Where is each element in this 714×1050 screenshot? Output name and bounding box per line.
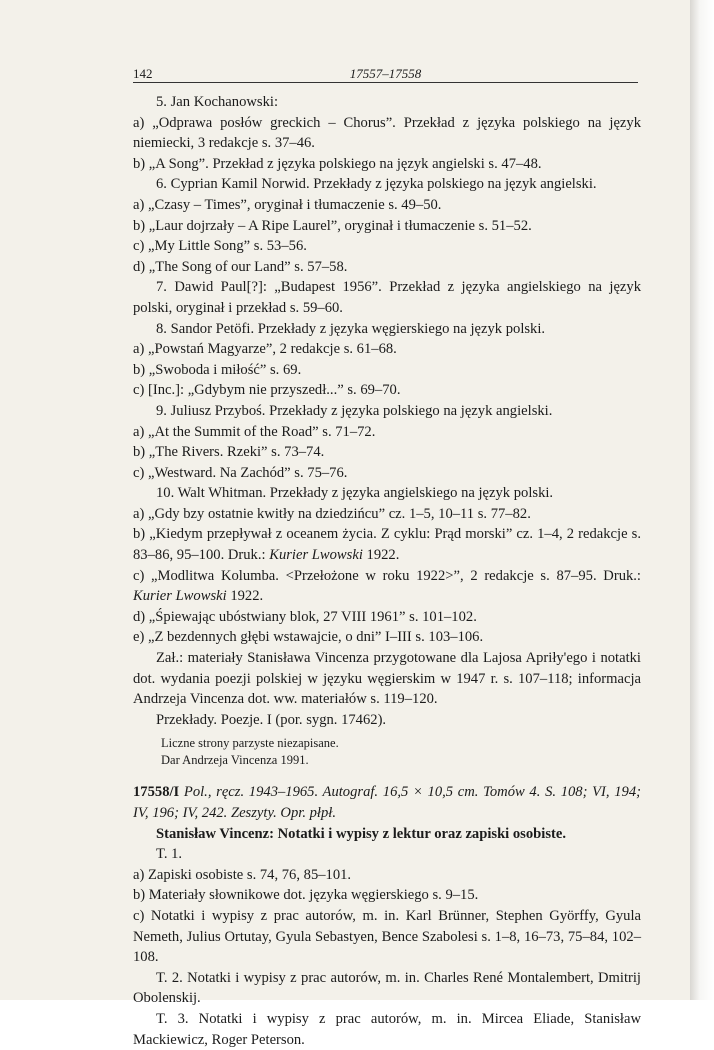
list-item: c) „My Little Song” s. 53–56.	[133, 238, 307, 255]
list-item: a) Zapiski osobiste s. 74, 76, 85–101.	[133, 866, 352, 883]
list-item: a) „Gdy bzy ostatnie kwitły na dziedzińcu” cz. 1–5, 10–11 s. 77–82.	[133, 505, 531, 522]
page-number: 142	[133, 66, 153, 81]
volume-heading: T. 1.	[156, 846, 183, 863]
volume-entry: T. 2. Notatki i wypisy z prac autorów, m. in. Charles René Montalembert, Dmitrij Obolenskij.	[133, 969, 641, 1007]
entry-header	[133, 782, 641, 823]
list-item: a) „Odprawa posłów greckich – Chorus”. Przekład z języka polskiego na język niemiecki, 3 redakcje s. 37–46.	[133, 114, 641, 152]
list-item: b) „Laur dojrzały – A Ripe Laurel”, oryginał i tłumaczenie s. 51–52.	[133, 217, 532, 234]
item-year: 1922.	[226, 588, 264, 605]
list-item: c) Notatki i wypisy z prac autorów, m. in. Karl Brünner, Stephen Györffy, Gyula Nemeth, Julius Ortutay, Gyula Sebastyen, Bence Szabolesi s. 1–8, 16–73, 75–84, 102–108.	[133, 907, 641, 966]
footnote: Dar Andrzeja Vincenza 1991.	[161, 752, 309, 767]
entry-title: Stanisław Vincenz: Notatki i wypisy z lektur oraz zapiski osobiste.	[156, 825, 566, 842]
list-item: e) „Z bezdennych głębi wstawajcie, o dni” I–III s. 103–106.	[133, 629, 484, 646]
list-item: b) „Swoboda i miłość” s. 69.	[133, 361, 302, 378]
list-item	[133, 566, 641, 607]
list-item: d) „The Song of our Land” s. 57–58.	[133, 258, 348, 275]
page-content	[133, 92, 641, 1050]
section-heading: 10. Walt Whitman. Przekłady z języka angielskiego na język polski.	[156, 485, 554, 502]
list-item: b) „A Song”. Przekład z języka polskiego na język angielski s. 47–48.	[133, 155, 542, 172]
item-text: b) „Kiedym przepływał z oceanem życia. Z cyklu: Prąd morski” cz. 1–4, 2 redakcje s. 83–86, 95–100. Druk.:	[133, 526, 641, 564]
item-text: c) „Modlitwa Kolumba. <Przełożone w roku 1922>”, 2 redakcje s. 87–95. Druk.:	[133, 567, 641, 584]
signature-range: 17557–17558	[349, 66, 422, 81]
list-item: b) Materiały słownikowe dot. języka węgierskiego s. 9–15.	[133, 887, 479, 904]
list-item: a) „Czasy – Times”, oryginał i tłumaczenie s. 49–50.	[133, 196, 442, 213]
page-edge	[690, 0, 714, 1000]
entry-metadata: Pol., ręcz. 1943–1965. Autograf. 16,5 × 10,5 cm. Tomów 4. S. 108; VI, 194; IV, 196; IV, 242. Zeszyty. Opr. płpł.	[133, 784, 641, 821]
list-item: d) „Śpiewając ubóstwiany blok, 27 VIII 1961” s. 101–102.	[133, 608, 477, 625]
list-item: b) „The Rivers. Rzeki” s. 73–74.	[133, 444, 325, 461]
list-item: a) „At the Summit of the Road” s. 71–72.	[133, 423, 376, 440]
running-header	[133, 66, 638, 83]
related-note: Przekłady. Poezje. I (por. sygn. 17462).	[156, 711, 387, 728]
list-item: a) „Powstań Magyarze”, 2 redakcje s. 61–68.	[133, 341, 397, 358]
section-heading: 8. Sandor Petöfi. Przekłady z języka węgierskiego na język polski.	[156, 320, 546, 337]
attachment-note: Zał.: materiały Stanisława Vincenza przygotowane dla Lajosa Apriły'ego i notatki dot. wydania poezji polskiej w języku węgierskim w 1947 r. s. 107–118; informacja Andrzeja Vincenza dot. ww. materiałów s. 119–120.	[133, 650, 641, 708]
section-heading: 7. Dawid Paul[?]: „Budapest 1956”. Przekład z języka angielskiego na język polski, oryginał i przekład s. 59–60.	[133, 279, 641, 316]
section-heading: 6. Cyprian Kamil Norwid. Przekłady z języka polskiego na język angielski.	[156, 176, 597, 193]
journal-title: Kurier Lwowski	[269, 547, 363, 564]
list-item: c) „Westward. Na Zachód” s. 75–76.	[133, 464, 348, 481]
journal-title: Kurier Lwowski	[133, 588, 227, 605]
list-item	[133, 524, 641, 565]
volume-entry: T. 3. Notatki i wypisy z prac autorów, m. in. Mircea Eliade, Stanisław Mackiewicz, Roger Peterson.	[133, 1010, 641, 1048]
section-heading: 5. Jan Kochanowski:	[156, 94, 279, 110]
section-heading: 9. Juliusz Przyboś. Przekłady z języka polskiego na język angielski.	[156, 402, 553, 419]
footnote: Liczne strony parzyste niezapisane.	[161, 736, 339, 751]
footnote-block	[161, 735, 641, 768]
item-year: 1922.	[362, 547, 400, 564]
list-item: c) [Inc.]: „Gdybym nie przyszedł...” s. 69–70.	[133, 382, 401, 399]
entry-signature: 17558/I	[133, 784, 180, 801]
